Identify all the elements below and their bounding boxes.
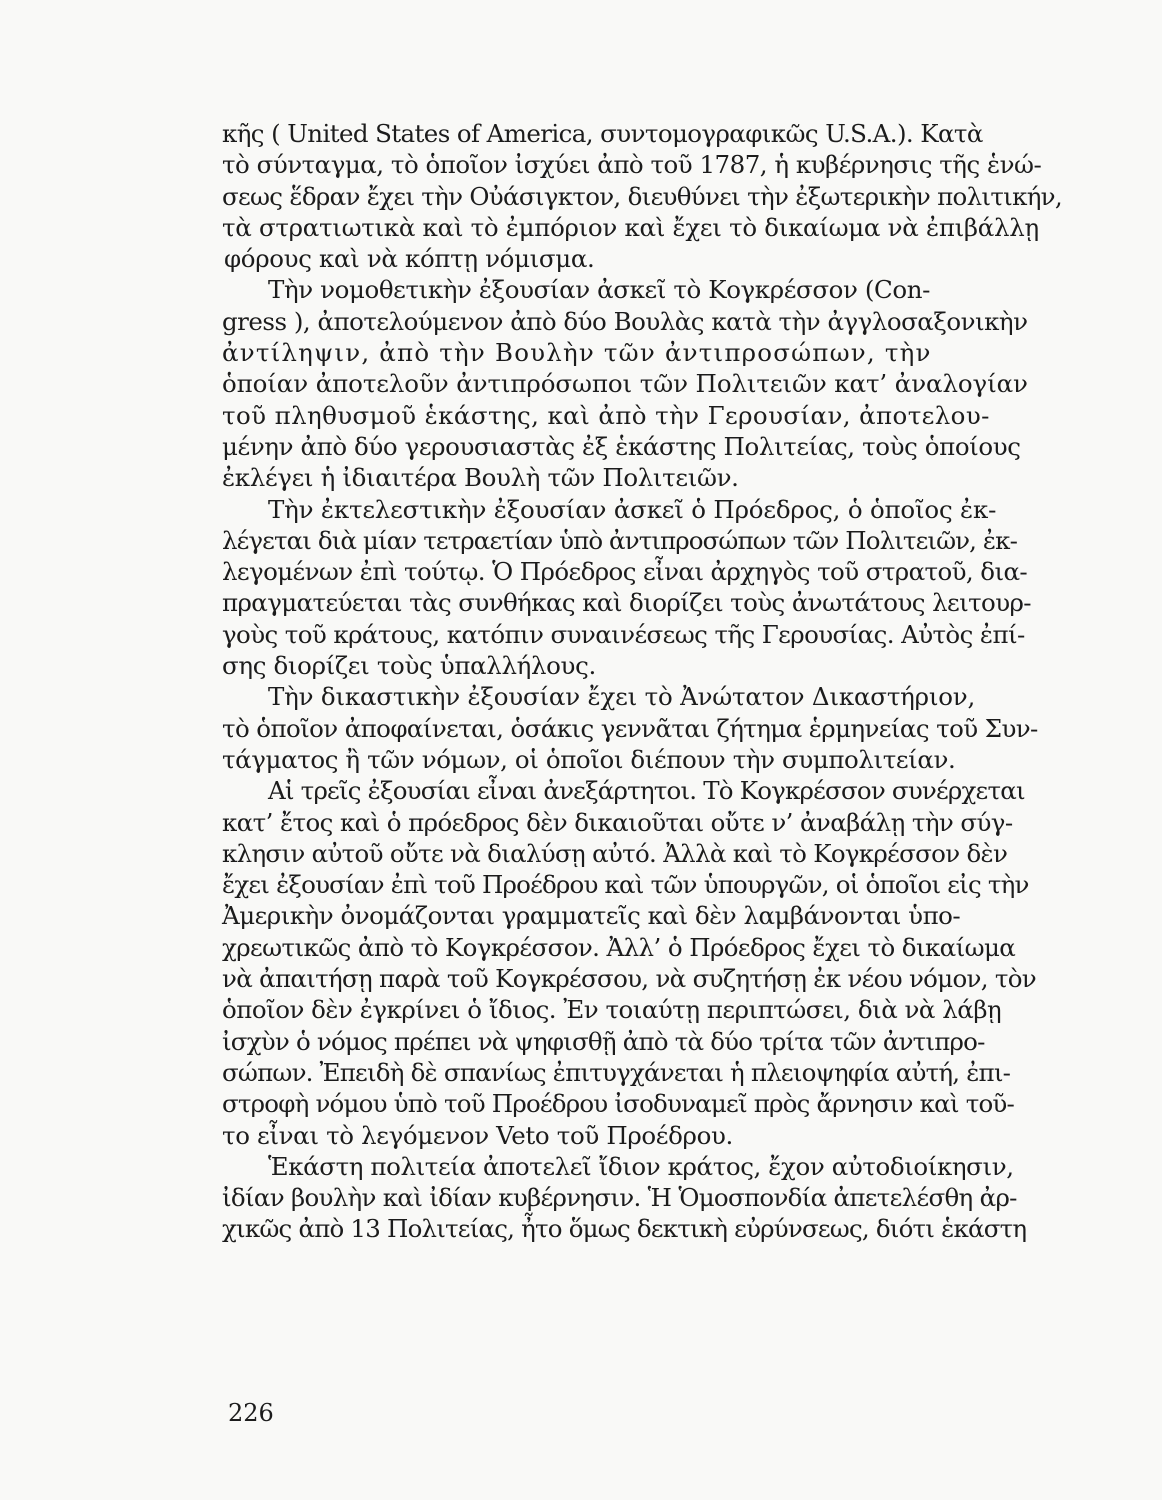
text-line: πραγματεύεται τὰς συνθήκας καὶ διορίζει τοὺς ἀνωτάτους λειτουρ- bbox=[222, 588, 1031, 618]
body-text bbox=[222, 118, 1068, 1245]
text-line: κατ’ ἔτος καὶ ὁ πρόεδρος δὲν δικαιοῦται οὔτε ν’ ἀναβάλῃ τὴν σύγ- bbox=[222, 807, 1013, 837]
text-line: Τὴν δικαστικὴν ἐξουσίαν ἔχει τὸ Ἀνώτατον Δικαστήριον, bbox=[268, 682, 976, 712]
text-line: νὰ ἀπαιτήσῃ παρὰ τοῦ Κογκρέσσου, νὰ συζητήσῃ ἐκ νέου νόμον, τὸν bbox=[222, 964, 1036, 994]
text-line: σώπων. Ἐπειδὴ δὲ σπανίως ἐπιτυγχάνεται ἡ πλειοψηφία αὐτή, ἐπι- bbox=[222, 1057, 1011, 1087]
text-line: Αἱ τρεῖς ἐξουσίαι εἶναι ἀνεξάρτητοι. Τὸ Κογκρέσσον συνέρχεται bbox=[268, 776, 1025, 806]
text-line: ὁποῖον δὲν ἐγκρίνει ὁ ἴδιος. Ἐν τοιαύτῃ περιπτώσει, διὰ νὰ λάβῃ bbox=[222, 995, 1002, 1025]
text-line: σης διορίζει τοὺς ὑπαλλήλους. bbox=[222, 651, 596, 681]
text-line: ὁποίαν ἀποτελοῦν ἀντιπρόσωποι τῶν Πολιτειῶν κατ’ ἀναλογίαν bbox=[222, 369, 1028, 399]
text-line: τὸ ὁποῖον ἀποφαίνεται, ὁσάκις γεννᾶται ζήτημα ἑρμηνείας τοῦ Συν- bbox=[222, 713, 1038, 743]
text-line: κλησιν αὐτοῦ οὔτε νὰ διαλύσῃ αὐτό. Ἀλλὰ καὶ τὸ Κογκρέσσον δὲν bbox=[222, 838, 1008, 868]
text-line: τάγματος ἢ τῶν νόμων, οἱ ὁποῖοι διέπουν τὴν συμπολιτείαν. bbox=[222, 744, 956, 774]
text-line: σεως ἕδραν ἔχει τὴν Οὐάσιγκτον, διευθύνει τὴν ἐξωτερικὴν πολιτικήν, bbox=[222, 181, 1062, 211]
text-line: gress ), ἀποτελούμενον ἀπὸ δύο Βουλὰς κατὰ τὴν ἀγγλοσαξονικὴν bbox=[222, 306, 1028, 336]
text-line: τὸ σύνταγμα, τὸ ὁποῖον ἰσχύει ἀπὸ τοῦ 1787, ἡ κυβέρνησις τῆς ἑνώ- bbox=[222, 150, 1042, 180]
text-line: τὰ στρατιωτικὰ καὶ τὸ ἐμπόριον καὶ ἔχει τὸ δικαίωμα νὰ ἐπιβάλλῃ bbox=[222, 212, 1039, 242]
text-line: ἐκλέγει ἡ ἰδιαιτέρα Βουλὴ τῶν Πολιτειῶν. bbox=[222, 463, 739, 493]
text-line: κῆς ( United States of America, συντομογραφικῶς U.S.A.). Κατὰ bbox=[222, 119, 983, 148]
text-line: ἔχει ἐξουσίαν ἐπὶ τοῦ Προέδρου καὶ τῶν ὑπουργῶν, οἱ ὁποῖοι εἰς τὴν bbox=[222, 870, 1029, 900]
text-line: τοῦ πληθυσμοῦ ἑκάστης, καὶ ἀπὸ τὴν Γερουσίαν, ἀποτελου- bbox=[222, 400, 990, 430]
text-line: στροφὴ νόμου ὑπὸ τοῦ Προέδρου ἰσοδυναμεῖ πρὸς ἄρνησιν καὶ τοῦ- bbox=[222, 1089, 1014, 1119]
text-line: το εἶναι τὸ λεγόμενον Veto τοῦ Προέδρου. bbox=[222, 1120, 733, 1150]
text-line: μένην ἀπὸ δύο γερουσιαστὰς ἐξ ἑκάστης Πολιτείας, τοὺς ὁποίους bbox=[222, 431, 1021, 461]
text-line: Ἑκάστη πολιτεία ἀποτελεῖ ἴδιον κράτος, ἔχον αὐτοδιοίκησιν, bbox=[268, 1151, 1014, 1181]
text-line: Τὴν ἐκτελεστικὴν ἐξουσίαν ἀσκεῖ ὁ Πρόεδρος, ὁ ὁποῖος ἐκ- bbox=[268, 494, 997, 524]
text-line: φόρους καὶ νὰ κόπτῃ νόμισμα. bbox=[224, 244, 595, 274]
text-line: ἰσχὺν ὁ νόμος πρέπει νὰ ψηφισθῇ ἀπὸ τὰ δύο τρίτα τῶν ἀντιπρο- bbox=[222, 1026, 985, 1056]
text-line: ἰδίαν βουλὴν καὶ ἰδίαν κυβέρνησιν. Ἡ Ὁμοσπονδία ἀπετελέσθη ἀρ- bbox=[222, 1183, 1017, 1213]
text-line: χικῶς ἀπὸ 13 Πολιτείας, ἦτο ὅμως δεκτικὴ εὐρύνσεως, διότι ἑκάστη bbox=[222, 1214, 1027, 1244]
text-line: ἀντίληψιν, ἀπὸ τὴν Βουλὴν τῶν ἀντιπροσώπων, τὴν bbox=[222, 338, 932, 368]
text-line: λεγομένων ἐπὶ τούτῳ. Ὁ Πρόεδρος εἶναι ἀρχηγὸς τοῦ στρατοῦ, δια- bbox=[222, 557, 1028, 587]
page-number: 226 bbox=[228, 1399, 274, 1427]
text-line: Ἀμερικὴν ὀνομάζονται γραμματεῖς καὶ δὲν λαμβάνονται ὑπο- bbox=[222, 901, 961, 931]
text-line: λέγεται διὰ μίαν τετραετίαν ὑπὸ ἀντιπροσώπων τῶν Πολιτειῶν, ἐκ- bbox=[222, 525, 1017, 555]
text-line: Τὴν νομοθετικὴν ἐξουσίαν ἀσκεῖ τὸ Κογκρέσσον (Con- bbox=[268, 275, 930, 305]
text-line: γοὺς τοῦ κράτους, κατόπιν συναινέσεως τῆς Γερουσίας. Αὐτὸς ἐπί- bbox=[222, 619, 1025, 649]
text-line: χρεωτικῶς ἀπὸ τὸ Κογκρέσσον. Ἀλλ’ ὁ Πρόεδρος ἔχει τὸ δικαίωμα bbox=[222, 932, 1016, 962]
